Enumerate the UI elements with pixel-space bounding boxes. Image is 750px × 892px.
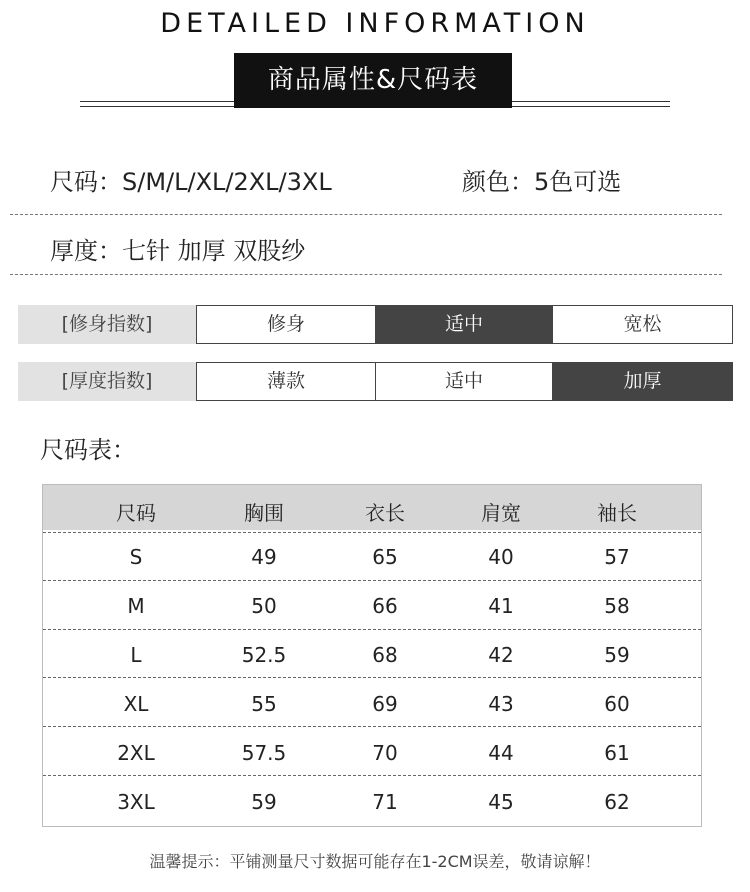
table-cell: 3XL <box>117 790 155 814</box>
table-cell: 59 <box>251 790 277 814</box>
thickness-index-label: [厚度指数] <box>18 362 196 401</box>
table-cell: 71 <box>372 790 398 814</box>
size-table <box>42 484 702 827</box>
table-cell: 43 <box>488 692 514 716</box>
table-cell: 42 <box>488 643 514 667</box>
table-cell: 41 <box>488 594 514 618</box>
row-separator <box>43 726 701 727</box>
table-cell: 45 <box>488 790 514 814</box>
table-cell: 57.5 <box>241 741 287 765</box>
thickness-option-thick: 加厚 <box>552 362 733 401</box>
table-cell: 62 <box>604 790 630 814</box>
table-cell: 68 <box>372 643 398 667</box>
fit-option-loose: 宽松 <box>552 305 733 344</box>
table-cell: 59 <box>604 643 630 667</box>
table-cell: L <box>130 643 142 667</box>
header-cell-shoulder: 肩宽 <box>481 501 521 525</box>
row-separator <box>43 532 701 533</box>
table-cell: 44 <box>488 741 514 765</box>
divider <box>10 214 722 215</box>
row-separator <box>43 677 701 678</box>
table-cell: S <box>129 545 143 569</box>
table-cell: 49 <box>251 545 277 569</box>
table-cell: 66 <box>372 594 398 618</box>
table-cell: 55 <box>251 692 277 716</box>
table-cell: XL <box>123 692 149 716</box>
header-cell-sleeve: 袖长 <box>597 501 637 525</box>
row-separator <box>43 775 701 776</box>
table-cell: 70 <box>372 741 398 765</box>
row-separator <box>43 580 701 581</box>
fit-index-label: [修身指数] <box>18 305 196 344</box>
row-separator <box>43 629 701 630</box>
table-cell: 40 <box>488 545 514 569</box>
spec-size: 尺码：S/M/L/XL/2XL/3XL <box>50 168 332 196</box>
size-table-title: 尺码表： <box>40 436 136 464</box>
spec-thickness: 厚度：七针 加厚 双股纱 <box>50 237 306 265</box>
footer-note: 温馨提示：平铺测量尺寸数据可能存在1-2CM误差，敬请谅解！ <box>149 852 601 871</box>
thickness-option-medium: 适中 <box>375 362 553 401</box>
table-header <box>43 485 701 530</box>
table-cell: 52.5 <box>241 643 287 667</box>
table-cell: 57 <box>604 545 630 569</box>
thickness-option-thin: 薄款 <box>196 362 376 401</box>
header-cell-length: 衣长 <box>365 501 405 525</box>
table-cell: 50 <box>251 594 277 618</box>
fit-option-medium: 适中 <box>375 305 553 344</box>
table-cell: 69 <box>372 692 398 716</box>
title-en: DETAILED INFORMATION <box>160 8 590 39</box>
title-cn-box: 商品属性&尺码表 <box>234 53 512 108</box>
fit-option-slim: 修身 <box>196 305 376 344</box>
header-cell-size: 尺码 <box>116 501 156 525</box>
table-cell: 2XL <box>117 741 155 765</box>
table-cell: 60 <box>604 692 630 716</box>
table-cell: 65 <box>372 545 398 569</box>
table-cell: 61 <box>604 741 630 765</box>
header-cell-chest: 胸围 <box>244 501 284 525</box>
table-cell: 58 <box>604 594 630 618</box>
spec-color: 颜色：5色可选 <box>462 168 622 196</box>
divider <box>10 274 722 275</box>
table-cell: M <box>127 594 145 618</box>
